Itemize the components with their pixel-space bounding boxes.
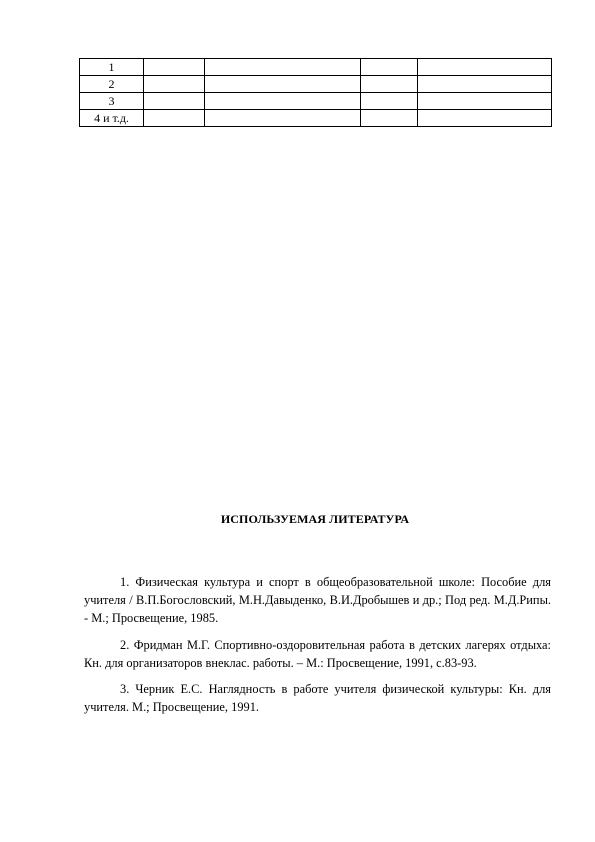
reference-item: 1. Физическая культура и спорт в общеобразовательной школе: Пособие для учителя / В.П.Богословский, М.Н.Давыденко, В.И.Дробышев и др.; Под ред. М.Д.Рипы. - М.; Просвещение, 1985. bbox=[84, 575, 551, 626]
empty-cell bbox=[205, 110, 361, 127]
reference-item: 2. Фридман М.Г. Спортивно-оздоровительная работа в детских лагерях отдыха: Кн. для организаторов внеклас. работы. – М.: Просвещение, 1991, с.83-93. bbox=[84, 637, 551, 670]
row-number-cell: 2 bbox=[80, 76, 144, 93]
empty-cell bbox=[144, 59, 205, 76]
results-table bbox=[79, 58, 552, 127]
table-row bbox=[80, 76, 552, 93]
empty-cell bbox=[205, 93, 361, 110]
row-number-cell: 3 bbox=[80, 93, 144, 110]
empty-cell bbox=[144, 110, 205, 127]
table-row bbox=[80, 59, 552, 76]
row-number-cell: 1 bbox=[80, 59, 144, 76]
empty-cell bbox=[418, 59, 552, 76]
empty-cell bbox=[361, 110, 418, 127]
empty-cell bbox=[361, 76, 418, 93]
empty-cell bbox=[418, 93, 552, 110]
empty-cell bbox=[418, 110, 552, 127]
empty-cell bbox=[205, 59, 361, 76]
row-number-cell: 4 и т.д. bbox=[80, 110, 144, 127]
reference-item: 3. Черник Е.С. Наглядность в работе учителя физической культуры: Кн. для учителя. М.; Просвещение, 1991. bbox=[84, 682, 551, 715]
reference-list bbox=[84, 573, 551, 724]
empty-cell bbox=[144, 93, 205, 110]
empty-cell bbox=[144, 76, 205, 93]
table-row bbox=[80, 93, 552, 110]
empty-cell bbox=[361, 59, 418, 76]
table-row bbox=[80, 110, 552, 127]
empty-cell bbox=[205, 76, 361, 93]
literature-heading: ИСПОЛЬЗУЕМАЯ ЛИТЕРАТУРА bbox=[220, 512, 410, 526]
empty-cell bbox=[361, 93, 418, 110]
empty-cell bbox=[418, 76, 552, 93]
